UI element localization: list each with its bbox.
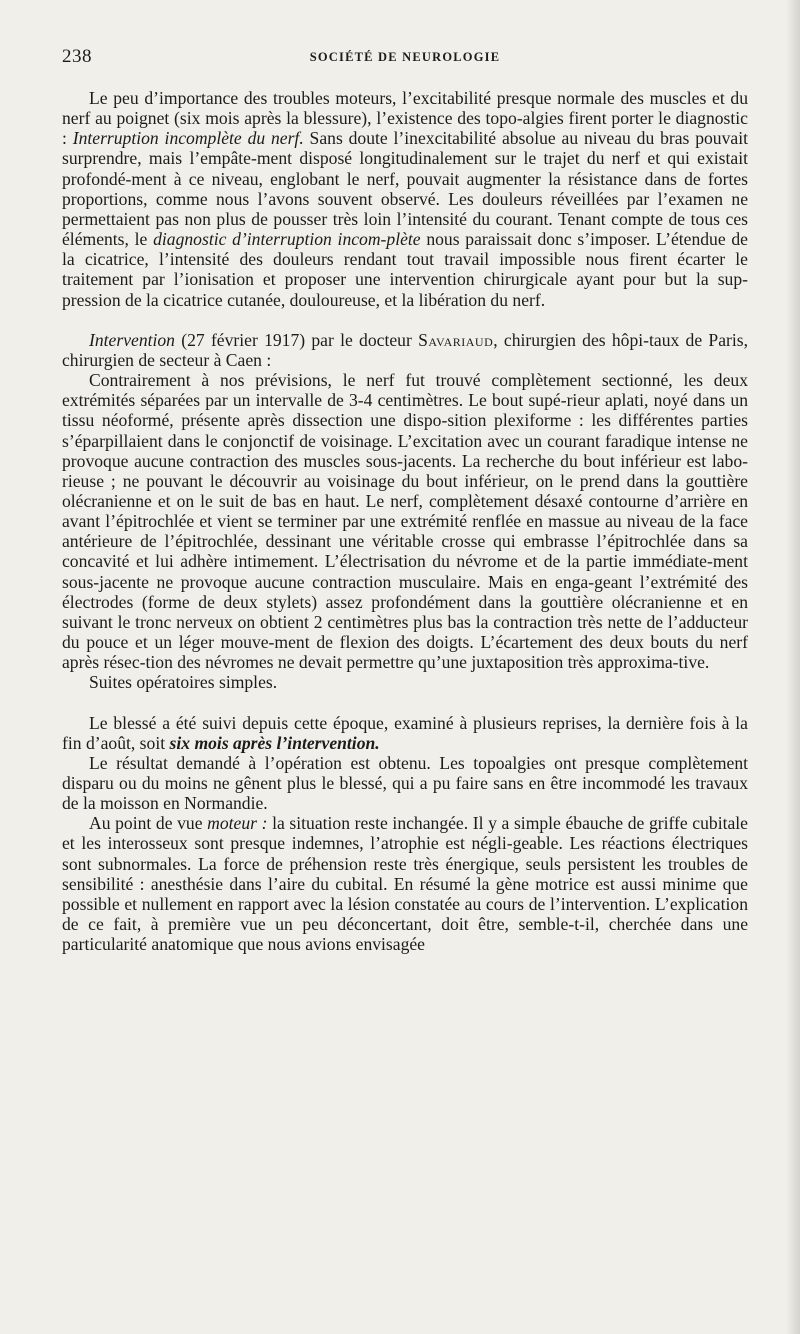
text-run: nous paraissait donc s’imposer. L’étendue de la cicatrice, l’intensité des douleurs rendant tout travail impossible nous firent écarter le traitement par l’ionisation et proposer une intervention chirurgicale ayant pour but la sup-pression de la cicatrice cutanée, douloureuse, et la libération du nerf. <box>62 229 748 310</box>
page-edge-shadow <box>786 0 800 1334</box>
page-number: 238 <box>62 46 92 67</box>
paragraph-gap <box>62 310 748 330</box>
italic-run: moteur : <box>207 813 268 834</box>
italic-run: six mois après l’intervention. <box>169 732 380 753</box>
italic-run: diagnostic d’interruption incom-plète <box>153 229 421 250</box>
text-run: , chirurgien des hôpi-taux de Paris, chirurgien de secteur à Caen : <box>62 329 748 370</box>
paragraph-follow-up <box>62 713 748 753</box>
text-run: (27 février 1917) par le docteur <box>174 329 419 350</box>
text-run: Au point de vue <box>89 813 208 834</box>
paragraph-intervention <box>62 330 748 370</box>
surgeon-name: Savariaud <box>418 329 494 350</box>
body-text <box>62 88 748 954</box>
text-run: Sans doute l’inexcitabilité absolue au niveau du bras pouvait surprendre, mais l’empâte-ment disposé longitudinalement sur le trajet du nerf et qui existait profondé-ment à ce niveau, englobant le nerf, pouvait augmenter la résistance dans de fortes proportions, comme nous l’avons souvent observé. Les douleurs réveillées par l’examen ne permettaient pas non plus de pousser très loin l’intensité du courant. Tenant compte de tous ces éléments, le <box>62 128 748 250</box>
page-header <box>62 44 748 74</box>
running-head: SOCIÉTÉ DE NEUROLOGIE <box>309 50 501 64</box>
paragraph-gap <box>62 693 748 713</box>
text-run: la situation reste inchangée. Il y a simple ébauche de griffe cubitale et les interosseux sont presque indemnes, l’atrophie est négli-geable. Les réactions électriques sont subnormales. La force de préhension reste très énergique, seuls persistent les troubles de sensibilité : anesthésie dans l’aire du cubital. En résumé la gène motrice est aussi minime que possible et nullement en rapport avec la lésion constatée au cours de l’intervention. L’explication de ce fait, à première vue un peu déconcertant, doit être, semble-t-il, cherchée dans une particularité anatomique que nous avions envisagée <box>62 813 748 955</box>
paragraph-suites: Suites opératoires simples. <box>89 672 278 693</box>
paragraph-motor <box>62 813 748 954</box>
paragraph-diagnosis <box>62 88 748 310</box>
italic-run: Interruption incomplète du nerf. <box>72 128 304 149</box>
text-run: Le blessé a été suivi depuis cette époque, examiné à plusieurs reprises, la dernière fois à la fin d’août, soit <box>62 712 748 753</box>
text-run: Le peu d’importance des troubles moteurs, l’excitabilité presque normale des muscles et du nerf au poignet (six mois après la blessure), l’existence des topo-algies firent porter le diagnostic : <box>62 88 748 149</box>
italic-run: Intervention <box>89 329 175 350</box>
paragraph-result: Le résultat demandé à l’opération est obtenu. Les topoalgies ont presque complètement disparu ou du moins ne gênent plus le blessé, qui a pu faire sans en être incommodé les travaux de la moisson en Normandie. <box>62 752 748 814</box>
paragraph-operation: Contrairement à nos prévisions, le nerf fut trouvé complètement sectionné, les deux extrémités séparées par un intervalle de 3-4 centimètres. Le bout supé-rieur aplati, noyé dans un tissu néoformé, présente après dissection une dispo-sition plexiforme : les différentes parties s’éparpillaient dans le conjonctif de voisinage. L’excitation avec un courant faradique intense ne provoque aucune contraction des muscles sous-jacents. La recherche du bout inférieur est labo-rieuse ; ne pouvant le découvrir au voisinage du bout inférieur, on le prend dans la gouttière olécranienne et on le suit de bas en haut. Le nerf, complètement désaxé contourne d’arrière en avant l’épitrochlée et vient se terminer par une extrémité renflée en massue au niveau de la face antérieure de l’épitrochlée, dessinant une véritable crosse qui embrasse l’épitrochlée dans sa concavité et lui adhère intimement. L’électrisation du névrome et de la partie immédiate-ment sous-jacente ne provoque aucune contraction musculaire. Mais en enga-geant l’extrémité des électrodes (forme de deux stylets) assez profondément dans la gouttière olécranienne et en suivant le tronc nerveux on obtient 2 centimètres plus bas la contraction très nette de l’adducteur du pouce et un léger mouve-ment de flexion des doigts. L’écartement des deux bouts du nerf après résec-tion des névromes ne devait permettre qu’une juxtaposition très approxima-tive. <box>62 370 748 673</box>
